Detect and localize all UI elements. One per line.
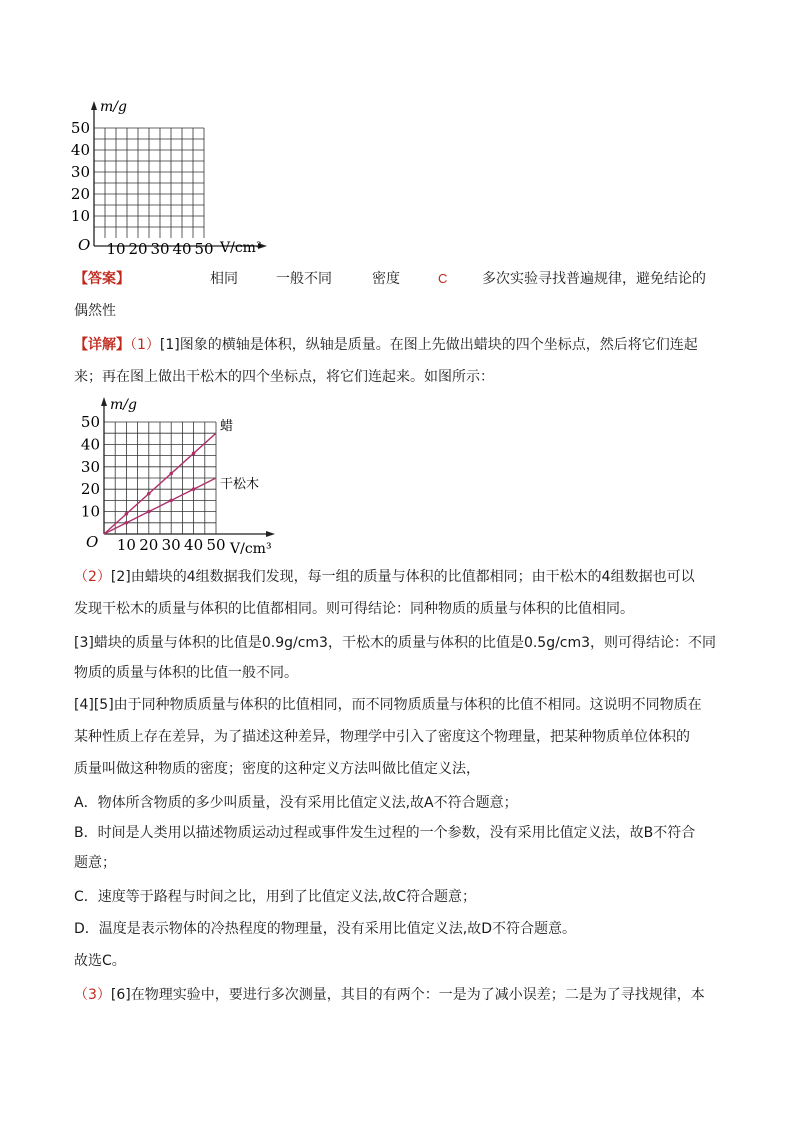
x-tick-label: 50 — [206, 536, 226, 554]
empty-graph-svg — [60, 96, 280, 266]
wood-label: 干松木 — [220, 477, 260, 492]
detail-label: 【详解】 — [74, 337, 130, 353]
answer-label: 【答案】 — [74, 271, 130, 287]
y-unit-label: m/g — [100, 99, 127, 115]
p4-line-3: 质量叫做这种物质的密度；密度的这种定义方法叫做比值定义法， — [74, 761, 480, 777]
x-tick-label: 30 — [150, 240, 170, 258]
wax-label: 蜡 — [220, 419, 234, 434]
x-unit-label: V/cm³ — [230, 541, 272, 557]
x-ticks — [117, 536, 226, 554]
y-tick-label: 30 — [80, 457, 100, 476]
answer-item-5: 多次实验寻找普遍规律，避免结论的 — [482, 271, 706, 287]
p2-text: [2]由蜡块的4组数据我们发现，每一组的质量与体积的比值都相同；由干松木的4组数据也可以 — [110, 569, 695, 585]
y-ticks — [71, 119, 90, 225]
x-unit-label: V/cm³ — [220, 240, 262, 256]
grid — [94, 128, 204, 238]
data-point — [125, 512, 129, 516]
answer-item-1: 相同 — [210, 271, 238, 287]
data-point — [169, 499, 173, 503]
answer-item-2: 一般不同 — [276, 271, 332, 287]
p2-prefix: （2） — [74, 569, 111, 585]
y-axis-arrow — [101, 397, 107, 406]
x-tick-label: 10 — [106, 240, 126, 258]
p3-line-1: [3]蜡块的质量与体积的比值是0.9g/cm3，干松木的质量与体积的比值是0.5g/cm3，则可得结论：不同 — [74, 635, 717, 651]
x-tick-label: 40 — [184, 536, 204, 554]
y-tick-label: 50 — [80, 413, 100, 431]
data-point — [125, 521, 129, 525]
x-tick-label: 40 — [172, 240, 192, 258]
y-unit-label: m/g — [110, 397, 137, 413]
grid — [104, 422, 216, 534]
y-tick-label: 40 — [70, 141, 90, 159]
y-axis-arrow — [91, 101, 97, 110]
y-tick-label: 10 — [70, 207, 90, 225]
origin-label: O — [78, 236, 91, 254]
data-point — [192, 452, 196, 456]
detail-1-line-2: 来；再在图上做出干松木的四个坐标点，将它们连起来。如图所示： — [74, 369, 494, 385]
x-ticks — [106, 240, 213, 258]
x-tick-label: 10 — [116, 536, 136, 554]
p6-text: [6]在物理实验中，要进行多次测量，其目的有两个：一是为了减小误差；二是为了寻找规律，本 — [110, 987, 705, 1003]
data-point — [169, 472, 173, 476]
y-tick-label: 20 — [70, 185, 90, 203]
option-c: C．速度等于路程与时间之比，用到了比值定义法,故C符合题意； — [74, 889, 476, 905]
p4-line-2: 某种性质上存在差异，为了描述这种差异，物理学中引入了密度这个物理量，把某种物质单位体积的 — [74, 729, 690, 745]
detail-1-prefix: （1） — [130, 337, 160, 353]
y-tick-label: 50 — [70, 119, 90, 137]
detail-1-text: [1]图象的横轴是体积，纵轴是质量。在图上先做出蜡块的四个坐标点，然后将它们连起 — [159, 337, 698, 353]
detail-1-line-1 — [74, 334, 698, 356]
empty-graph — [60, 96, 280, 266]
plotted-graph — [60, 394, 290, 564]
y-tick-label: 10 — [80, 502, 100, 521]
p6-line-1 — [74, 984, 705, 1006]
x-tick-label: 20 — [139, 536, 159, 554]
answer-item-3: 密度 — [372, 271, 400, 287]
y-tick-label: 20 — [80, 480, 100, 499]
p2-line-2: 发现干松木的质量与体积的比值都相同。则可得结论：同种物质的质量与体积的比值相同。 — [74, 601, 634, 617]
data-point — [147, 492, 151, 496]
option-b-line-1: B．时间是人类用以描述物质运动过程或事件发生过程的一个参数，没有采用比值定义法，故B不符合 — [74, 825, 696, 841]
x-axis-arrow — [266, 531, 275, 537]
p3-line-2: 物质的质量与体积的比值一般不同。 — [74, 665, 298, 681]
option-d: D．温度是表示物体的冷热程度的物理量，没有采用比值定义法,故D不符合题意。 — [74, 921, 577, 937]
choose-line: 故选C。 — [74, 953, 126, 969]
origin-label: O — [86, 533, 99, 551]
data-point — [192, 487, 196, 491]
p4-line-1: [4][5]由于同种物质质量与体积的比值相同，而不同物质质量与体积的比值不相同。这说明不同物质在 — [74, 697, 702, 713]
p6-prefix: （3） — [74, 987, 111, 1003]
x-tick-label: 20 — [128, 240, 148, 258]
x-tick-label: 50 — [194, 240, 214, 258]
answer-line — [74, 268, 734, 290]
p2-line-1 — [74, 566, 695, 588]
answer-continued: 偶然性 — [74, 303, 116, 319]
plotted-graph-svg — [60, 394, 290, 564]
y-tick-label: 30 — [70, 163, 90, 181]
y-tick-label: 40 — [80, 435, 100, 454]
y-ticks — [81, 413, 100, 521]
option-a: A．物体所含物质的多少叫质量，没有采用比值定义法,故A不符合题意； — [74, 795, 518, 811]
option-b-line-2: 题意； — [74, 855, 116, 871]
answer-item-4: C — [438, 271, 448, 286]
x-tick-label: 30 — [161, 536, 181, 554]
data-point — [147, 510, 151, 514]
